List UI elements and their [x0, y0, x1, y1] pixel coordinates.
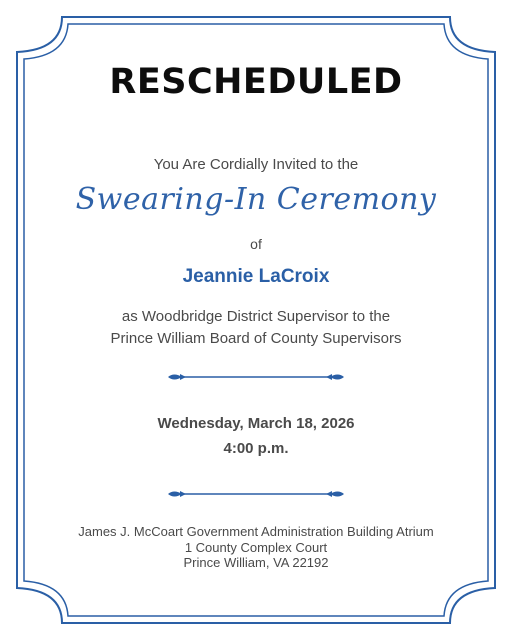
invitation-of: of	[250, 236, 262, 252]
event-date: Wednesday, March 18, 2026	[157, 415, 355, 432]
role-line-1: as Woodbridge District Supervisor to the	[121, 308, 391, 325]
ornamental-divider	[166, 371, 346, 383]
location-building: James J. McCoart Government Administration Building Atrium	[78, 524, 434, 539]
ornamental-divider	[166, 488, 346, 500]
role-line-2: Prince William Board of County Supervisors	[110, 330, 402, 347]
event-title: Swearing-In Ceremony	[75, 182, 437, 217]
event-time: 4:00 p.m.	[223, 440, 289, 457]
invitation-intro: You Are Cordially Invited to the	[153, 156, 359, 173]
location-city: Prince William, VA 22192	[183, 555, 329, 570]
rescheduled-heading: RESCHEDULED	[109, 62, 403, 102]
location-street: 1 County Complex Court	[184, 540, 328, 555]
honoree-name: Jeannie LaCroix	[182, 266, 330, 287]
